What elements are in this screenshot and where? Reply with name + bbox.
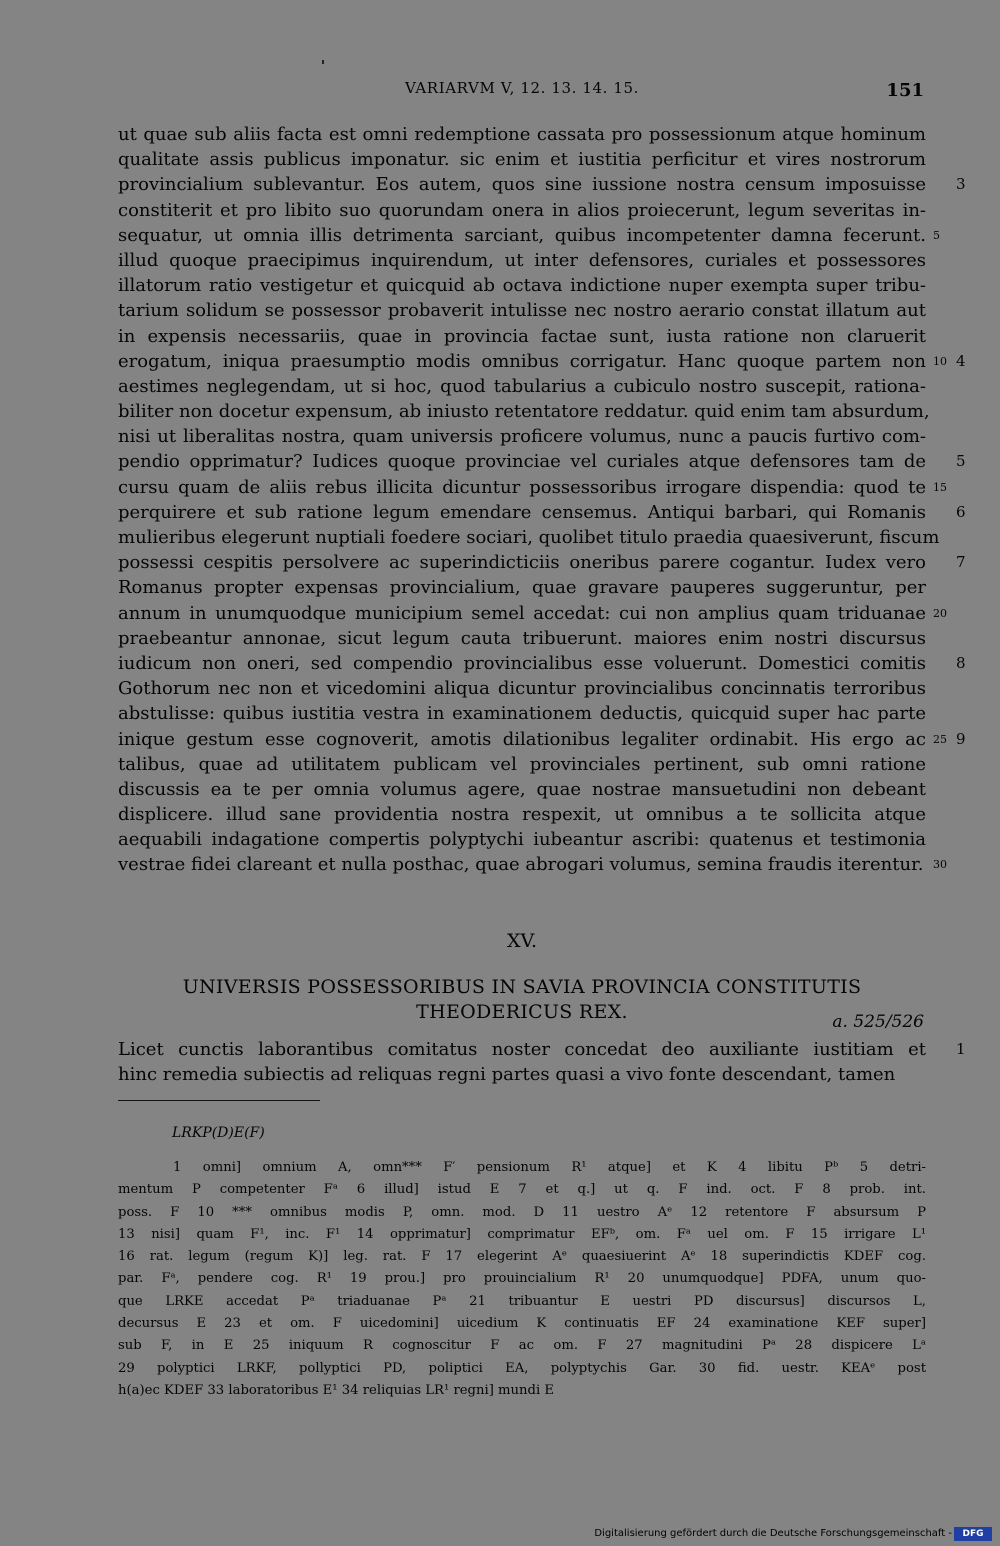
line-text: pendio opprimatur? Iudices quoque provinciae vel curiales atque defensores tam de [118,451,926,473]
section-text-block [118,1037,966,1087]
text-line [118,676,926,701]
text-line [118,349,966,374]
text-line [118,324,926,349]
text-line [118,374,926,399]
line-number: 15 [933,480,947,494]
line-text: illud quoque praecipimus inquirendum, ut inter defensores, curiales et possessores [118,249,926,271]
text-line [118,475,947,500]
apparatus-line: mentum P competenter Fᵃ 6 illud] istud E 7 et q.] ut q. F ind. oct. F 8 prob. int. [118,1182,926,1198]
apparatus-line: sub F, in E 25 iniquum R cognoscitur F ac om. F 27 magnitudini Pᵃ 28 dispicere Lᵃ [118,1338,926,1354]
line-number: 5 [933,228,940,242]
line-text: cursu quam de aliis rebus illicita dicuntur possessoribus irrogare dispendia: quod te [118,476,926,498]
line-text: talibus, quae ad utilitatem publicam vel provinciales pertinent, sub omni ratione [118,753,926,775]
text-line [118,172,966,197]
apparatus-line: decursus E 23 et om. F uicedomini] uicedium K continuatis EF 24 examinatione KEF super] [118,1316,926,1332]
apparatus-line: par. Fᵃ, pendere cog. R¹ 19 prou.] pro prouincialium R¹ 20 unumquodque] PDFA, unum quo- [118,1271,926,1287]
apparatus-line: poss. F 10 *** omnibus modis P, omn. mod. D 11 uestro Aᵉ 12 retentore F absursum P [118,1204,926,1220]
text-line [118,147,926,172]
line-text: vestrae fidei clareant et nulla posthac, quae abrogari volumus, semina fraudis iterentur. [118,854,924,876]
text-line [118,122,926,147]
line-text: biliter non docetur expensum, ab iniusto retentatore reddatur. quid enim tam absurdum, [118,401,930,423]
witness-sigla: LRKP(D)E(F) [172,1125,265,1141]
text-line [118,399,930,424]
paragraph-number: 5 [956,452,966,471]
line-text: constiterit et pro libito suo quorundam onera in alios proiecerunt, legum severitas in- [118,199,926,221]
line-text: Licet cunctis laborantibus comitatus noster concedat deo auxiliante iustitiam et [118,1039,926,1060]
paragraph-number: 8 [956,653,966,672]
line-text: ut quae sub aliis facta est omni redemptione cassata pro possessionum atque hominum [118,124,926,145]
page-number: 151 [886,80,924,101]
text-line [118,727,966,752]
line-text: inique gestum esse cognoverit, amotis dilationibus legaliter ordinabit. His ergo ac [118,728,926,750]
line-text: abstulisse: quibus iustitia vestra in examinationem deductis, quicquid super hac parte [118,703,926,725]
text-line [118,651,966,676]
line-text: praebeantur annonae, sicut legum cauta tribuerunt. maiores enim nostri discursus [118,627,926,649]
footnote-rule [118,1100,320,1101]
text-line [118,525,940,550]
text-line [118,802,926,827]
line-text: Gothorum nec non et vicedomini aliqua dicuntur provincialibus concinnatis terroribus [118,678,926,700]
line-text: displicere. illud sane providentia nostra respexit, ut omnibus a te sollicita atque [118,804,926,826]
apparatus-line: h(a)ec KDEF 33 laboratoribus E¹ 34 reliquias LR¹ regni] mundi E [118,1382,555,1398]
text-line [118,449,966,474]
text-line [118,1062,926,1087]
line-number: 25 [933,732,947,746]
line-text: provincialium sublevantur. Eos autem, quos sine iussione nostra censum imposuisse [118,174,926,196]
paragraph-number: 7 [956,553,966,572]
scan-speck [322,60,324,64]
text-line [118,424,926,449]
section-number: XV. [507,930,537,952]
text-line [118,223,940,248]
text-line [118,752,926,777]
text-line [118,273,926,298]
text-line [118,248,926,273]
line-text: Romanus propter expensas provincialium, quae gravare pauperes suggeruntur, per [118,577,926,599]
text-line [118,601,947,626]
line-text: mulieribus elegerunt nuptiali foedere sociari, quolibet titulo praedia quaesiverunt, fiscum [118,527,940,548]
line-text: illatorum ratio vestigetur et quicquid ab octava indictione nuper exempta super tribu- [118,275,926,297]
paragraph-number: 1 [956,1040,966,1058]
line-text: erogatum, iniqua praesumptio modis omnibus corrigatur. Hanc quoque partem non [118,350,926,372]
line-text: perquirere et sub ratione legum emendare censemus. Antiqui barbari, qui Romanis [118,501,926,523]
line-text: discussis ea te per omnia volumus agere, quae nostrae mansuetudini non debeant [118,778,926,800]
running-head: VARIARVM V, 12. 13. 14. 15. [404,79,640,97]
text-line [118,827,926,852]
apparatus-line: 16 rat. legum (regum K)] leg. rat. F 17 elegerint Aᵉ quaesiuerint Aᵉ 18 superindictis KDEF cog. [118,1249,926,1265]
dfg-logo: DFG [954,1527,992,1541]
line-text: qualitate assis publicus imponatur. sic enim et iustitia perficitur et vires nostrorum [118,149,926,171]
line-text: sequatur, ut omnia illis detrimenta sarciant, quibus incompetenter damna fecerunt. [118,224,926,246]
line-text: aestimes neglegendam, ut si hoc, quod tabularius a cubiculo nostro suscepit, rationa- [118,375,926,397]
text-line [118,626,926,651]
paragraph-number: 9 [956,729,966,748]
heading-line-1: UNIVERSIS POSSESSORIBUS IN SAVIA PROVINCIA CONSTITUTIS [182,976,862,998]
line-text: aequabili indagatione compertis polyptychi iubeantur ascribi: quatenus et testimonia [118,829,926,851]
paragraph-number: 3 [956,175,966,194]
line-text: in expensis necessariis, quae in provincia factae sunt, iusta ratione non claruerit [118,325,926,347]
apparatus-line: 29 polyptici LRKF, pollyptici PD, poliptici EA, polyptychis Gar. 30 fid. uestr. KEAᵉ post [118,1360,926,1376]
section-heading [118,975,926,1025]
critical-apparatus [118,1157,926,1402]
text-line [118,701,926,726]
heading-line-2: THEODERICUS REX. [416,1001,628,1023]
line-text: hinc remedia subiectis ad reliquas regni partes quasi a vivo fonte descendant, tamen [118,1064,896,1086]
text-line [118,298,926,323]
paragraph-number: 6 [956,502,966,521]
apparatus-line: 13 nisi] quam F¹, inc. F¹ 14 opprimatur] comprimatur EFᵇ, om. Fᵃ uel om. F 15 irrigare L¹ [118,1226,926,1242]
section-date: a. 525/526 [832,1012,924,1032]
line-number: 10 [933,354,947,368]
text-line [118,500,966,525]
line-text: possessi cespitis persolvere ac superindicticiis oneribus parere cogantur. Iudex vero [118,552,926,574]
text-line [118,1037,966,1062]
main-text-block [118,122,966,878]
line-text: annum in unumquodque municipium semel accedat: cui non amplius quam triduanae [118,602,926,624]
line-text: iudicum non oneri, sed compendio provincialibus esse voluerunt. Domestici comitis [118,652,926,674]
text-line [118,777,926,802]
apparatus-line: que LRKE accedat Pᵃ triaduanae Pᵃ 21 tribuantur E uestri PD discursus] discursos L, [118,1293,926,1309]
digitization-credit: Digitalisierung gefördert durch die Deutsche Forschungsgemeinschaft - [594,1528,952,1539]
line-text: nisi ut liberalitas nostra, quam universis proficere volumus, nunc a paucis furtivo com- [118,426,926,448]
paragraph-number: 4 [956,351,966,370]
text-line [118,575,926,600]
line-number: 20 [933,606,947,620]
line-number: 30 [933,858,947,872]
apparatus-line: 1 omni] omnium A, omn*** F′ pensionum R¹ atque] et K 4 libitu Pᵇ 5 detri- [173,1160,926,1175]
text-line [118,852,947,877]
text-line [118,550,966,575]
line-text: tarium solidum se possessor probaverit intulisse nec nostro aerario constat illatum aut [118,300,926,322]
text-line [118,198,926,223]
